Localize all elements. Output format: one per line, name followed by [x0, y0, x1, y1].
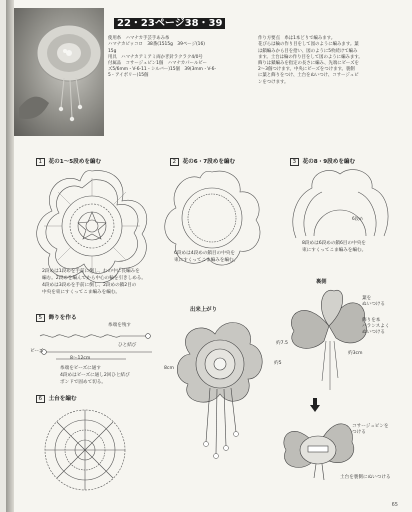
corsage-photo	[14, 8, 104, 136]
materials-line: ズ5/6mm・V-6-11・シルバー)15個 39(3mm・V-6-	[108, 67, 217, 73]
materials-line: ハマナカピッコロ 38番(1515g 39ページ(16)	[108, 42, 205, 48]
size-label: 8cm	[164, 366, 174, 371]
materials-line: 15g	[108, 48, 117, 54]
instr-line: は鎖編みから目を拾い、図のように5枚続けて編み	[258, 48, 358, 54]
page-header	[114, 14, 228, 29]
pin-note: コサージュピンを つける	[352, 424, 389, 435]
instructions-block	[258, 30, 363, 86]
materials-block	[108, 30, 216, 80]
knot-label: 糸端を残す	[108, 323, 131, 328]
materials-line: 付属品 コサージュピン1個 ハマナカパールビー	[108, 61, 207, 67]
length-3cm: 約3cm	[348, 351, 363, 356]
section-3-heading: 3 花の8・9段めを編む	[290, 157, 355, 166]
section-1-notes: 2段めは1段めを手前に倒し、わの中に長編みを 編む。2段めを編んでから中心の輪を引きしめる。 4段めは3段めを手前に倒し、2段めの鎖2目の 中央を束にすくってこま編みを編む。	[42, 269, 146, 295]
pattern-page	[6, 0, 412, 512]
instr-line: 2〜3個つけます。中央にビーズをつけます。裏側	[258, 67, 355, 73]
arrow-down-icon	[310, 398, 320, 412]
instr-line: 飾りは鎖編みを指定の長さに編み、先端にビーズを	[258, 61, 359, 67]
section-5-notes: 糸端をビーズに通す 4段めはビーズに通し2回ひと結び ボンドで固めて切る。	[60, 366, 130, 385]
deco-note: 飾りを本 バランスよく ぬいつける	[362, 318, 390, 335]
bead-label: ビーズ	[30, 349, 44, 354]
length-label: 8〜12cm	[70, 356, 91, 361]
instr-line: ンをつけます。	[258, 79, 289, 85]
instr-line: 作り方要点 糸は1本どりで編みます。	[258, 36, 336, 42]
instr-line: 花びらは輪の作り目をして図のように編みます。葉	[258, 42, 359, 48]
base-note: 土台を裏側にぬいつける	[340, 475, 391, 480]
back-view-illustration	[284, 286, 374, 396]
instr-line: ます。土台は輪の作り目をして図のように編みます。	[258, 54, 363, 60]
page-number: 65	[391, 502, 398, 508]
section-2-heading: 2 花の6・7段めを編む	[170, 157, 235, 166]
section-2-notes: 6段めは4段めの鎖目の中央を 束にすくってこま編みを編む。	[174, 251, 239, 263]
base-chart	[40, 405, 130, 495]
section-1-heading: 1 花の1〜5段めを編む	[36, 157, 101, 166]
section-6-heading: 6 土台を編む	[36, 394, 77, 403]
materials-line: 用具 ハマナカアミアミ両かぎ針ラクラク4/0号	[108, 54, 203, 60]
back-view-title: 裏側	[316, 279, 327, 285]
leaf-note: 葉を ぬいつける	[362, 296, 385, 307]
finished-flower-illustration	[170, 314, 270, 464]
materials-line: 使用糸 ハマナカ手芸手あみ糸	[108, 36, 170, 42]
materials-line: 5・アイボリー)15個	[108, 73, 149, 79]
length-7-5: 約7.5	[276, 341, 288, 346]
instr-line: に葉と飾りをつけ、土台をぬいつけ、コサージュピ	[258, 73, 359, 79]
round-label: 6段め	[352, 216, 364, 221]
tie-label: ひと結び	[118, 343, 137, 348]
length-5: 約5	[274, 361, 282, 366]
page-ref: 22・23ページ38・39	[114, 18, 225, 29]
section-3-notes: 8段めは6段めの鎖6目の中央を 束にすくってこま編みを編む。	[302, 241, 367, 253]
book-spine	[6, 0, 14, 512]
section-5-heading: 5 飾りを作る	[36, 313, 77, 322]
assembled-back-illustration	[278, 412, 358, 482]
finished-title: 出来上がり	[190, 307, 217, 313]
